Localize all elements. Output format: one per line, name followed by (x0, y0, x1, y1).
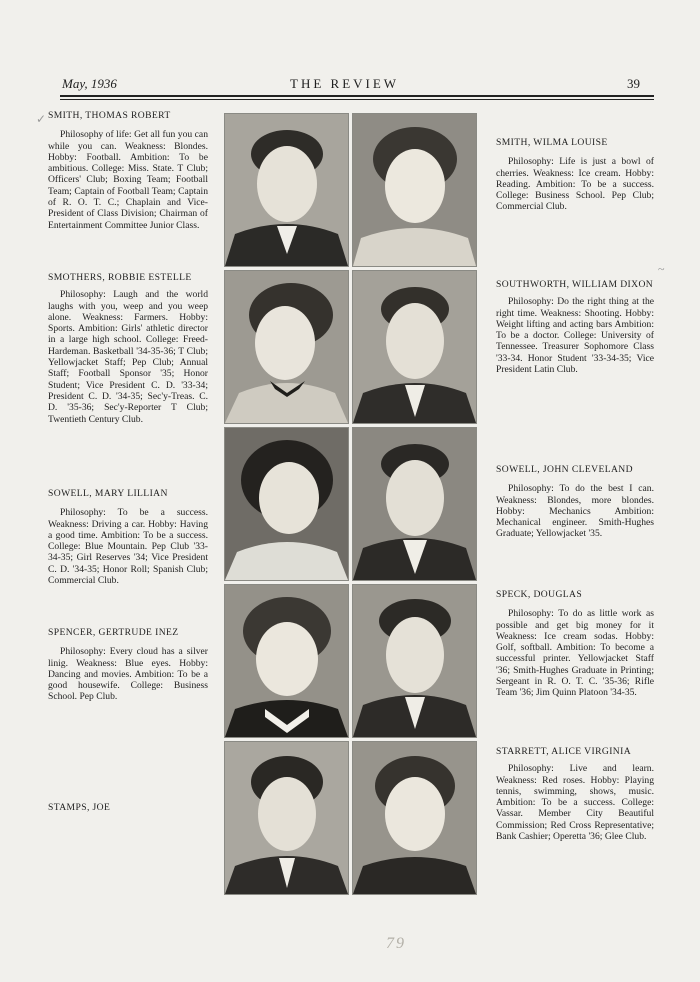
student-name: SPENCER, GERTRUDE INEZ (48, 627, 179, 638)
portrait-sowell-john (352, 427, 477, 581)
issue-date: May, 1936 (62, 76, 117, 91)
senior-entry-smothers-robbie (48, 272, 208, 425)
pencil-annotation: 79 (386, 935, 406, 952)
page-number: 39 (627, 76, 640, 91)
portrait-stamps-joe (224, 741, 349, 895)
senior-entry-sowell-mary (48, 488, 208, 586)
student-name: SOWELL, MARY LILLIAN (48, 488, 168, 499)
student-name: SMITH, THOMAS ROBERT (48, 110, 171, 121)
pencil-mark: ~ (658, 262, 665, 276)
senior-entry-speck-douglas (496, 589, 654, 699)
senior-entry-smith-wilma (496, 137, 654, 213)
portrait-smith-thomas (224, 113, 349, 267)
senior-entry-sowell-john (496, 464, 654, 540)
student-name: SPECK, DOUGLAS (496, 589, 583, 600)
portrait-smith-wilma (352, 113, 477, 267)
portrait-speck-douglas (352, 584, 477, 738)
student-bio: Philosophy: Live and learn. Weakness: Red roses. Hobby: Playing tennis, swimming, shows, music. Ambition: To be a success. College: Vassar. Member City Beautiful Commission; Red Cross Representative; Bank Cashier; Operetta '36; Glee Club. (496, 763, 654, 843)
portrait-starrett-alice (352, 741, 477, 895)
publication-title: THE REVIEW (290, 76, 400, 91)
portrait-spencer-gertrude (224, 584, 349, 738)
page-header (62, 76, 652, 96)
student-name: SOWELL, JOHN CLEVELAND (496, 464, 633, 475)
student-name: SMITH, WILMA LOUISE (496, 137, 608, 148)
senior-entry-spencer-gertrude (48, 627, 208, 703)
portrait-smothers-robbie (224, 270, 349, 424)
student-name: SOUTHWORTH, WILLIAM DIXON (496, 279, 654, 290)
student-name: SMOTHERS, ROBBIE ESTELLE (48, 272, 192, 283)
senior-entry-smith-thomas (48, 110, 208, 231)
portrait-sowell-mary (224, 427, 349, 581)
student-bio: Philosophy: To do the best I can. Weakness: Blondes, more blondes. Hobby: Mechanics Ambition: Mechanical engineer. Smith-Hughes Graduate; Yellowjacket '35. (496, 483, 654, 540)
student-bio: Philosophy: To be a success. Weakness: Driving a car. Hobby: Having a good time. Ambition: To be a success. College: Blue Mountain. Pep Club '33-34-35; Girl Reserves '34; Vice President C. D. '34-35; Honor Roll; Spanish Club; Commercial Club. (48, 507, 208, 587)
senior-entry-southworth-william (496, 279, 654, 375)
header-rule (60, 95, 654, 97)
portrait-southworth-william (352, 270, 477, 424)
student-name: STAMPS, JOE (48, 802, 111, 813)
student-bio: Philosophy: Do the right thing at the right time. Weakness: Shooting. Hobby: Weight lifting and acting bars Ambition: To be a doctor. College: University of Tennessee. Treasurer Sophomore Class '33-34. Honor Student '33-34-35; Vice President Latin Club. (496, 296, 654, 376)
student-bio: Philosophy: To do as little work as possible and get big money for it Weakness: Ice cream sodas. Hobby: Golf, softball. Ambition: To become a successful printer. Yellowjacket Staff '36; Smith-Hughes Graduate in Printing; Sergeant in R. O. T. C. '35-36; Rifle Team '36; Jim Quinn Platoon '34-35. (496, 608, 654, 699)
student-bio: Philosophy: Every cloud has a silver linig. Weakness: Blue eyes. Hobby: Dancing and movies. Ambition: To be a good housewife. College: Business School. Pep Club. (48, 646, 208, 703)
student-name: STARRETT, ALICE VIRGINIA (496, 746, 632, 757)
student-bio: Philosophy: Life is just a bowl of cherries. Weakness: Ice cream. Hobby: Reading. Ambition: To be a success. College: Business School. Pep Club; Commercial Club. (496, 156, 654, 213)
senior-entry-stamps-joe (48, 802, 208, 821)
student-bio: Philosophy: Laugh and the world laughs with you, weep and you weep alone. Weakness: Farmers. Hobby: Sports. Ambition: Girls' athletic director in a large high school. College: Freed-Hardeman. Basketball '34-35-36; T Club; Yellowjacket Staff; Pep Club; Annual Staff; Football Sponsor '35; Honor Student; Vice President C. D. '33-34; President C. D. '34-35; Sec'y-Treas. C. D. '35-36; Sec'y-Reporter T Club; Twentieth Century Club. (48, 289, 208, 425)
check-mark: ✓ (36, 112, 47, 126)
senior-entry-starrett-alice (496, 746, 654, 842)
student-bio: Philosophy of life: Get all fun you can while you can. Weakness: Blondes. Hobby: Football. Ambition: To be ambitious. College: Miss. State. T Club; Officers' Club; Boxing Team; Football Team; Captain of Football Team; Captain of R. O. T. C.; Chaplain and Vice-President of Class Division; Chairman of Entertainment Committee Junior Class. (48, 129, 208, 231)
header-rule-thin (60, 99, 654, 100)
